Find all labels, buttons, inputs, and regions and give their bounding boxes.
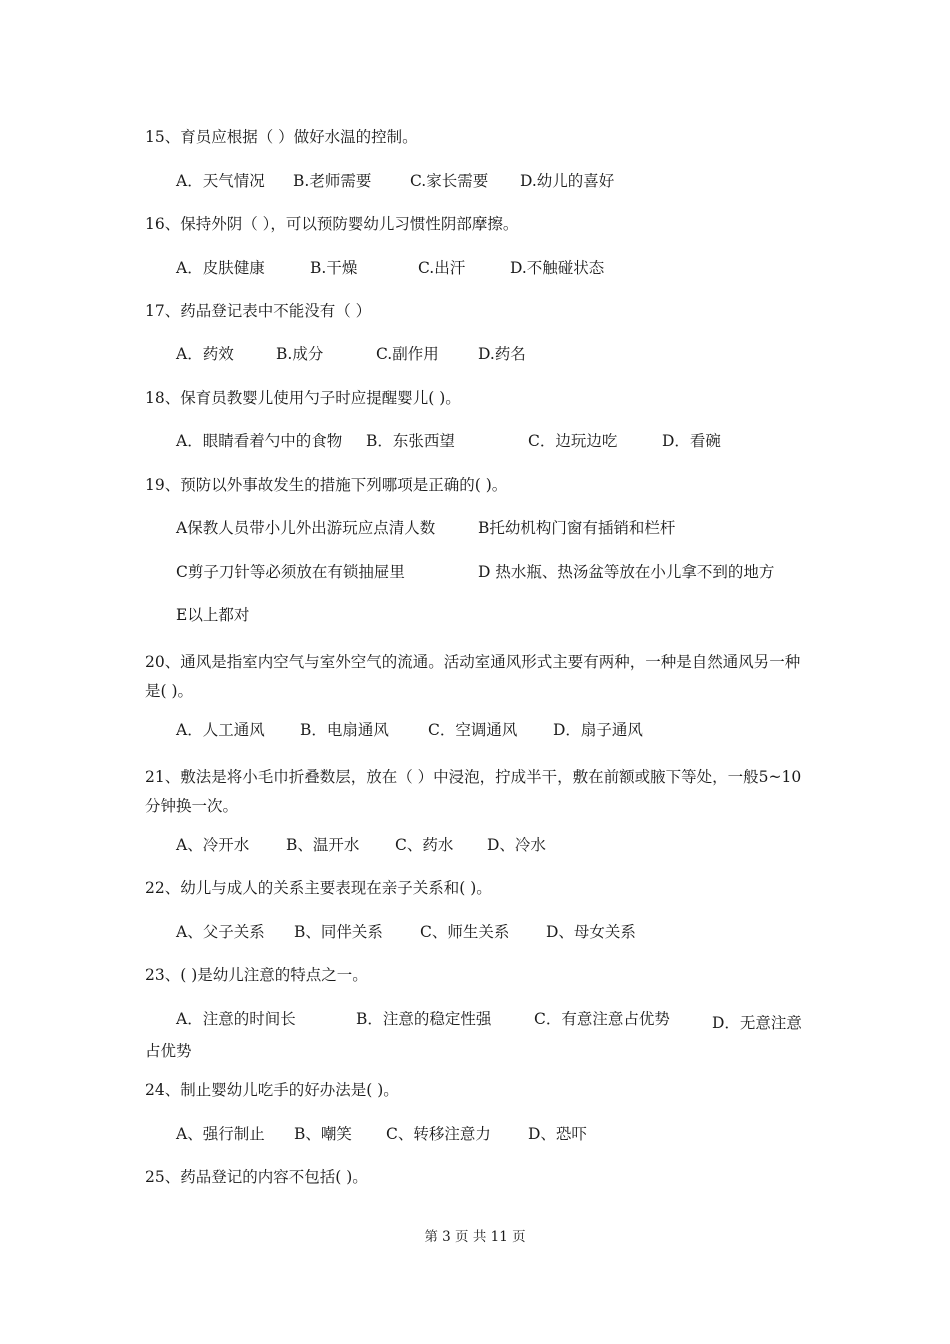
- question-25: 25、药品登记的内容不包括( )。: [145, 1168, 368, 1186]
- options-24: [0, 1124, 950, 1144]
- option-d: D.不触碰状态: [510, 259, 605, 277]
- option-a: A．眼睛看着勺中的食物: [176, 432, 343, 450]
- option-c: C.出汗: [418, 259, 466, 277]
- option-b: B．注意的稳定性强: [356, 1010, 492, 1028]
- option-c: C．空调通风: [428, 721, 518, 739]
- option-b: B、嘲笑: [294, 1125, 352, 1143]
- option-c: C、师生关系: [420, 923, 510, 941]
- option-d: D、母女关系: [546, 923, 636, 941]
- page-footer: 第 3 页 共 11 页: [424, 1229, 526, 1245]
- option-b: B托幼机构门窗有插销和栏杆: [478, 519, 676, 537]
- option-d: D、冷水: [487, 836, 546, 854]
- option-b: B、温开水: [286, 836, 360, 854]
- options-21: [0, 835, 950, 855]
- option-a: A保教人员带小儿外出游玩应点清人数: [176, 519, 436, 537]
- option-e: E以上都对: [176, 606, 250, 624]
- option-a: A．皮肤健康: [176, 259, 265, 277]
- option-a: A．药效: [176, 345, 234, 363]
- option-a: A、冷开水: [176, 836, 250, 854]
- question-21: 21、敷法是将小毛巾折叠数层，放在（ ）中浸泡，拧成半干，敷在前额或腋下等处，一般5~10分钟换一次。: [145, 768, 802, 815]
- option-a: A、强行制止: [176, 1125, 265, 1143]
- option-d: D．扇子通风: [553, 721, 643, 739]
- options-19-row1: [0, 518, 950, 538]
- question-22: 22、幼儿与成人的关系主要表现在亲子关系和( )。: [145, 879, 492, 897]
- options-17: [0, 344, 950, 364]
- question-15: 15、育员应根据（ ）做好水温的控制。: [145, 128, 418, 146]
- question-23: 23、( )是幼儿注意的特点之一。: [145, 966, 368, 984]
- option-c: C、转移注意力: [386, 1125, 491, 1143]
- option-d: D.幼儿的喜好: [520, 172, 615, 190]
- option-d: D 热水瓶、热汤盆等放在小儿拿不到的地方: [478, 563, 775, 581]
- question-19: 19、预防以外事故发生的措施下列哪项是正确的( )。: [145, 476, 508, 494]
- option-d: D.药名: [478, 345, 526, 363]
- option-a: A．人工通风: [176, 721, 265, 739]
- question-20: 20、通风是指室内空气与室外空气的流通。活动室通风形式主要有两种，一种是自然通风另一种是( )。: [145, 653, 801, 700]
- options-19-row2: [0, 562, 950, 582]
- option-c: C剪子刀针等必须放在有锁抽屉里: [176, 563, 405, 581]
- question-24: 24、制止婴幼儿吃手的好办法是( )。: [145, 1081, 399, 1099]
- question-17: 17、药品登记表中不能没有（ ）: [145, 302, 372, 320]
- question-16: 16、保持外阴（ ），可以预防婴幼儿习惯性阴部摩擦。: [145, 215, 519, 233]
- option-c: C.家长需要: [410, 172, 489, 190]
- option-c: C．有意注意占优势: [534, 1010, 670, 1028]
- option-b: B．东张西望: [366, 432, 455, 450]
- option-c: C．边玩边吃: [528, 432, 618, 450]
- option-a: A．注意的时间长: [176, 1010, 296, 1028]
- options-23: [0, 1009, 950, 1060]
- options-16: [0, 258, 950, 278]
- question-18: 18、保育员教婴儿使用勺子时应提醒婴儿( )。: [145, 389, 461, 407]
- option-d: D、恐吓: [528, 1125, 587, 1143]
- option-c: C、药水: [395, 836, 454, 854]
- option-a: A、父子关系: [176, 923, 265, 941]
- options-18: [0, 431, 950, 451]
- options-22: [0, 922, 950, 942]
- option-b: B、同伴关系: [294, 923, 383, 941]
- option-b: B.干燥: [310, 259, 358, 277]
- option-d: D．看碗: [662, 432, 721, 450]
- option-b: B．电扇通风: [300, 721, 389, 739]
- option-c: C.副作用: [376, 345, 439, 363]
- option-b: B.成分: [276, 345, 324, 363]
- option-a: A．天气情况: [176, 172, 265, 190]
- options-20: [0, 720, 950, 740]
- options-15: [0, 171, 950, 191]
- option-d: D．无意注意 占优势: [145, 1014, 802, 1060]
- option-b: B.老师需要: [293, 172, 372, 190]
